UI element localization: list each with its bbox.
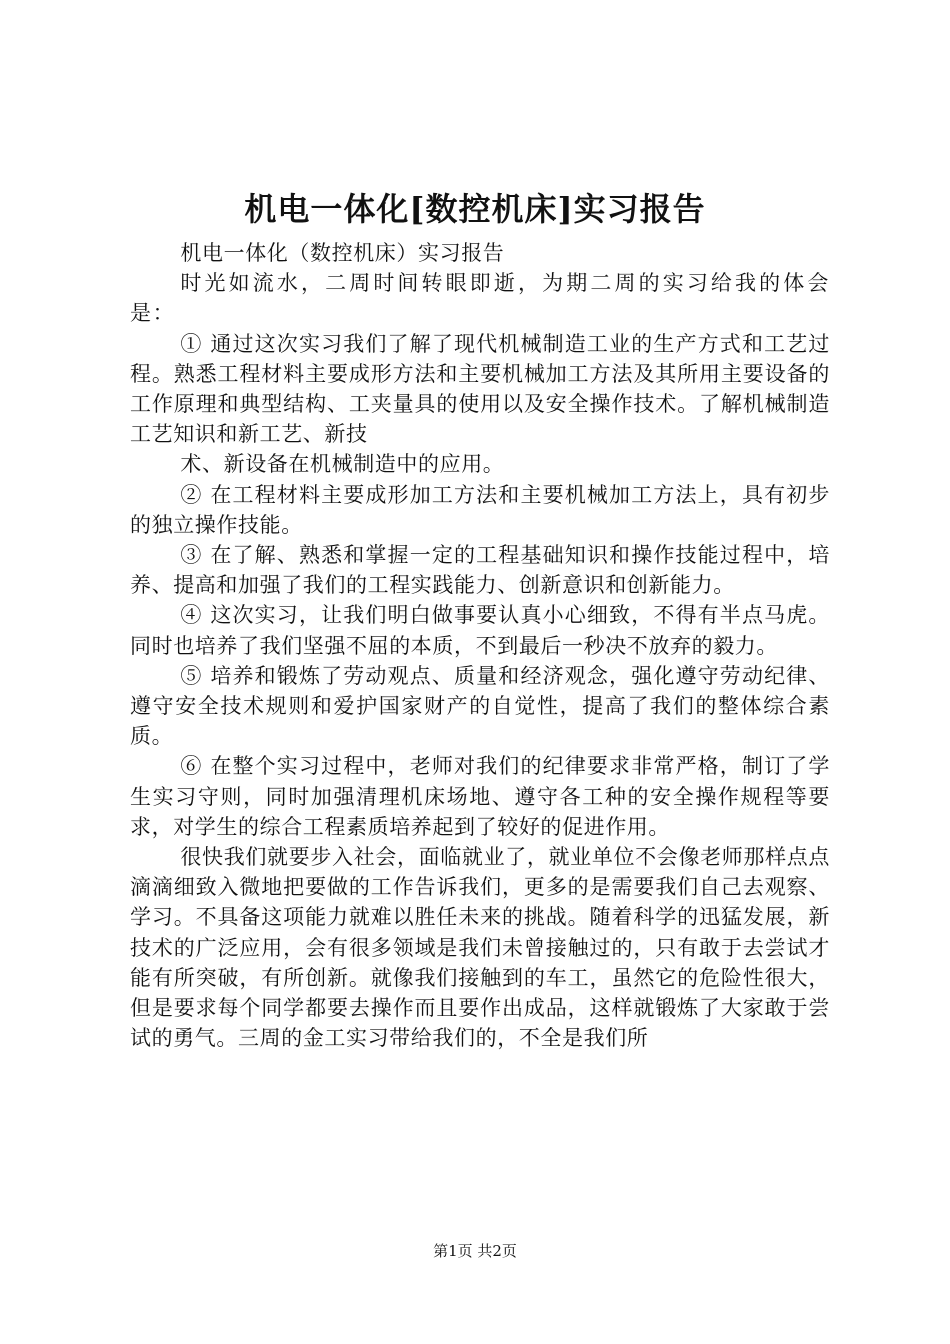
body-paragraph: ⑤ 培养和锻炼了劳动观点、质量和经济观念，强化遵守劳动纪律、遵守安全技术规则和爱护国家财产的自觉性，提高了我们的整体综合素质。 — [130, 663, 830, 749]
body-paragraph: 术、新设备在机械制造中的应用。 — [180, 452, 505, 477]
body-paragraph: ③ 在了解、熟悉和掌握一定的工程基础知识和操作技能过程中，培养、提高和加强了我们的工程实践能力、创新意识和创新能力。 — [130, 543, 830, 598]
body-paragraph: 机电一体化（数控机床）实习报告 — [180, 241, 505, 265]
body-paragraph: ② 在工程材料主要成形加工方法和主要机械加工方法上，具有初步的独立操作技能。 — [130, 482, 830, 537]
body-paragraph: ① 通过这次实习我们了解了现代机械制造工业的生产方式和工艺过程。熟悉工程材料主要成形方法和主要机械加工方法及其所用主要设备的工作原理和典型结构、工夹量具的使用以及安全操作技术。了解机械制造工艺知识和新工艺、新技 — [130, 331, 830, 447]
page-number-footer: 第1页 共2页 — [433, 1242, 517, 1260]
body-paragraph: ④ 这次实习，让我们明白做事要认真小心细致，不得有半点马虎。同时也培养了我们坚强不屈的本质，不到最后一秒决不放弃的毅力。 — [130, 603, 830, 658]
document-body — [130, 238, 830, 1053]
body-paragraph: 很快我们就要步入社会，面临就业了，就业单位不会像老师那样点点滴滴细致入微地把要做的工作告诉我们，更多的是需要我们自己去观察、学习。不具备这项能力就难以胜任未来的挑战。随着科学的迅猛发展，新技术的广泛应用，会有很多领域是我们未曾接触过的，只有敢于去尝试才能有所突破，有所创新。就像我们接触到的车工，虽然它的危险性很大，但是要求每个同学都要去操作而且要作出成品，这样就锻炼了大家敢于尝试的勇气。三周的金工实习带给我们的，不全是我们所 — [130, 845, 830, 1051]
body-paragraph: 时光如流水，二周时间转眼即逝，为期二周的实习给我的体会是： — [130, 271, 830, 326]
document-title: 机电一体化[数控机床]实习报告 — [244, 190, 706, 228]
body-paragraph: ⑥ 在整个实习过程中，老师对我们的纪律要求非常严格，制订了学生实习守则，同时加强清理机床场地、遵守各工种的安全操作规程等要求，对学生的综合工程素质培养起到了较好的促进作用。 — [130, 754, 830, 839]
